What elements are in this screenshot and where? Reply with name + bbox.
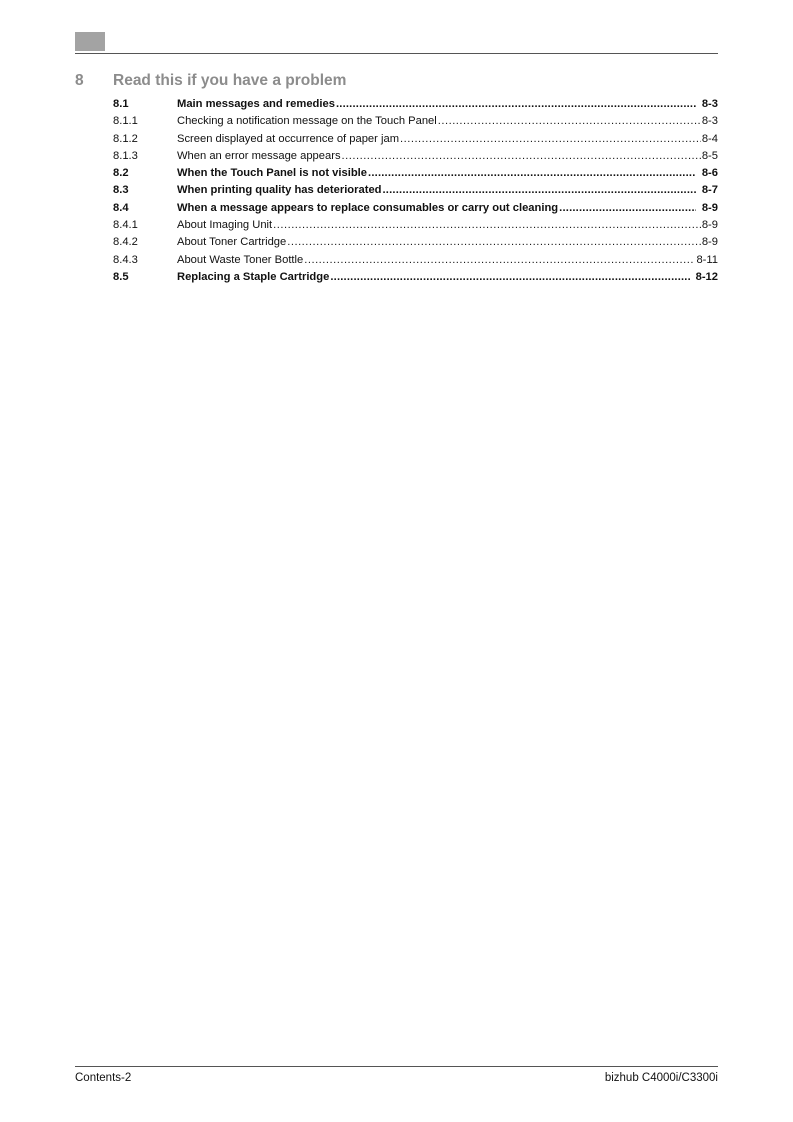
- toc-entry-page[interactable]: 8-4: [701, 132, 718, 145]
- toc-entry-number: 8.4: [113, 201, 129, 214]
- toc-entry-line: [177, 165, 718, 182]
- footer-product-name: bizhub C4000i/C3300i: [604, 1072, 718, 1084]
- toc-entry-line: [177, 269, 718, 286]
- toc-dot-leader: [273, 217, 701, 234]
- toc-entry-line: [177, 113, 718, 130]
- toc-entry-title[interactable]: About Imaging Unit: [177, 219, 273, 232]
- toc-entry-page[interactable]: 8-3: [701, 98, 718, 110]
- toc-entry[interactable]: [113, 200, 718, 217]
- toc-entry-page[interactable]: 8-9: [701, 201, 718, 214]
- toc-entry-title[interactable]: Replacing a Staple Cartridge: [177, 270, 330, 283]
- toc-dot-leader: [383, 182, 696, 199]
- toc-entry[interactable]: [113, 113, 718, 130]
- toc-entry-title[interactable]: When a message appears to replace consumables or carry out cleaning: [177, 201, 559, 214]
- header-rule: [75, 53, 718, 54]
- toc-dot-leader: [330, 269, 689, 286]
- toc-entry[interactable]: [113, 148, 718, 165]
- toc-entry-line: [177, 148, 718, 165]
- toc-dot-leader: [368, 165, 696, 182]
- toc-entry-title[interactable]: Main messages and remedies: [177, 98, 335, 110]
- toc-entry-line: [177, 217, 718, 234]
- footer-page-label: Contents-2: [75, 1072, 132, 1084]
- toc-entry-title[interactable]: When an error message appears: [177, 149, 341, 162]
- toc-entry-line: [177, 131, 718, 148]
- toc-entry-number: 8.1.2: [113, 132, 138, 145]
- toc-entry-page[interactable]: 8-11: [696, 253, 718, 266]
- header-tab-marker: [75, 32, 105, 51]
- table-of-contents: [113, 96, 718, 286]
- toc-entry-title[interactable]: Checking a notification message on the Touch Panel: [177, 115, 437, 128]
- toc-entry-number: 8.5: [113, 270, 129, 283]
- toc-entry-line: [177, 234, 718, 251]
- toc-dot-leader: [336, 96, 696, 113]
- toc-entry-page[interactable]: 8-12: [695, 270, 718, 283]
- toc-entry-page[interactable]: 8-9: [701, 219, 718, 232]
- toc-entry-page[interactable]: 8-3: [701, 115, 718, 128]
- toc-entry[interactable]: [113, 234, 718, 251]
- toc-entry-number: 8.2: [113, 167, 129, 180]
- chapter-title: Read this if you have a problem: [113, 72, 347, 89]
- toc-entry-line: [177, 252, 718, 269]
- toc-entry[interactable]: [113, 131, 718, 148]
- toc-entry-number: 8.4.2: [113, 236, 138, 249]
- toc-dot-leader: [304, 252, 695, 269]
- toc-dot-leader: [342, 148, 701, 165]
- toc-entry-title[interactable]: About Toner Cartridge: [177, 236, 287, 249]
- toc-dot-leader: [400, 131, 701, 148]
- toc-entry[interactable]: [113, 96, 718, 113]
- toc-entry-page[interactable]: 8-7: [701, 184, 718, 197]
- toc-entry[interactable]: [113, 182, 718, 199]
- toc-entry-title[interactable]: When the Touch Panel is not visible: [177, 167, 368, 180]
- toc-entry-number: 8.1.1: [113, 115, 138, 128]
- toc-entry-page[interactable]: 8-5: [701, 149, 718, 162]
- toc-entry-line: [177, 182, 718, 199]
- toc-dot-leader: [559, 200, 696, 217]
- toc-entry[interactable]: [113, 165, 718, 182]
- chapter-number: 8: [75, 72, 84, 89]
- toc-entry-page[interactable]: 8-9: [701, 236, 718, 249]
- toc-dot-leader: [438, 113, 701, 130]
- footer-rule: [75, 1066, 718, 1067]
- toc-entry-line: [177, 200, 718, 217]
- toc-entry-number: 8.3: [113, 184, 129, 197]
- toc-entry-number: 8.4.1: [113, 219, 138, 232]
- toc-entry-page[interactable]: 8-6: [701, 167, 718, 180]
- toc-entry-number: 8.4.3: [113, 253, 138, 266]
- toc-entry[interactable]: [113, 217, 718, 234]
- toc-entry-title[interactable]: Screen displayed at occurrence of paper jam: [177, 132, 400, 145]
- toc-entry[interactable]: [113, 252, 718, 269]
- toc-entry[interactable]: [113, 269, 718, 286]
- toc-entry-number: 8.1.3: [113, 149, 138, 162]
- toc-entry-number: 8.1: [113, 98, 129, 110]
- toc-dot-leader: [287, 234, 701, 251]
- toc-entry-line: [177, 96, 718, 113]
- toc-entry-title[interactable]: About Waste Toner Bottle: [177, 253, 304, 266]
- toc-entry-title[interactable]: When printing quality has deteriorated: [177, 184, 382, 197]
- chapter-heading: [75, 70, 718, 92]
